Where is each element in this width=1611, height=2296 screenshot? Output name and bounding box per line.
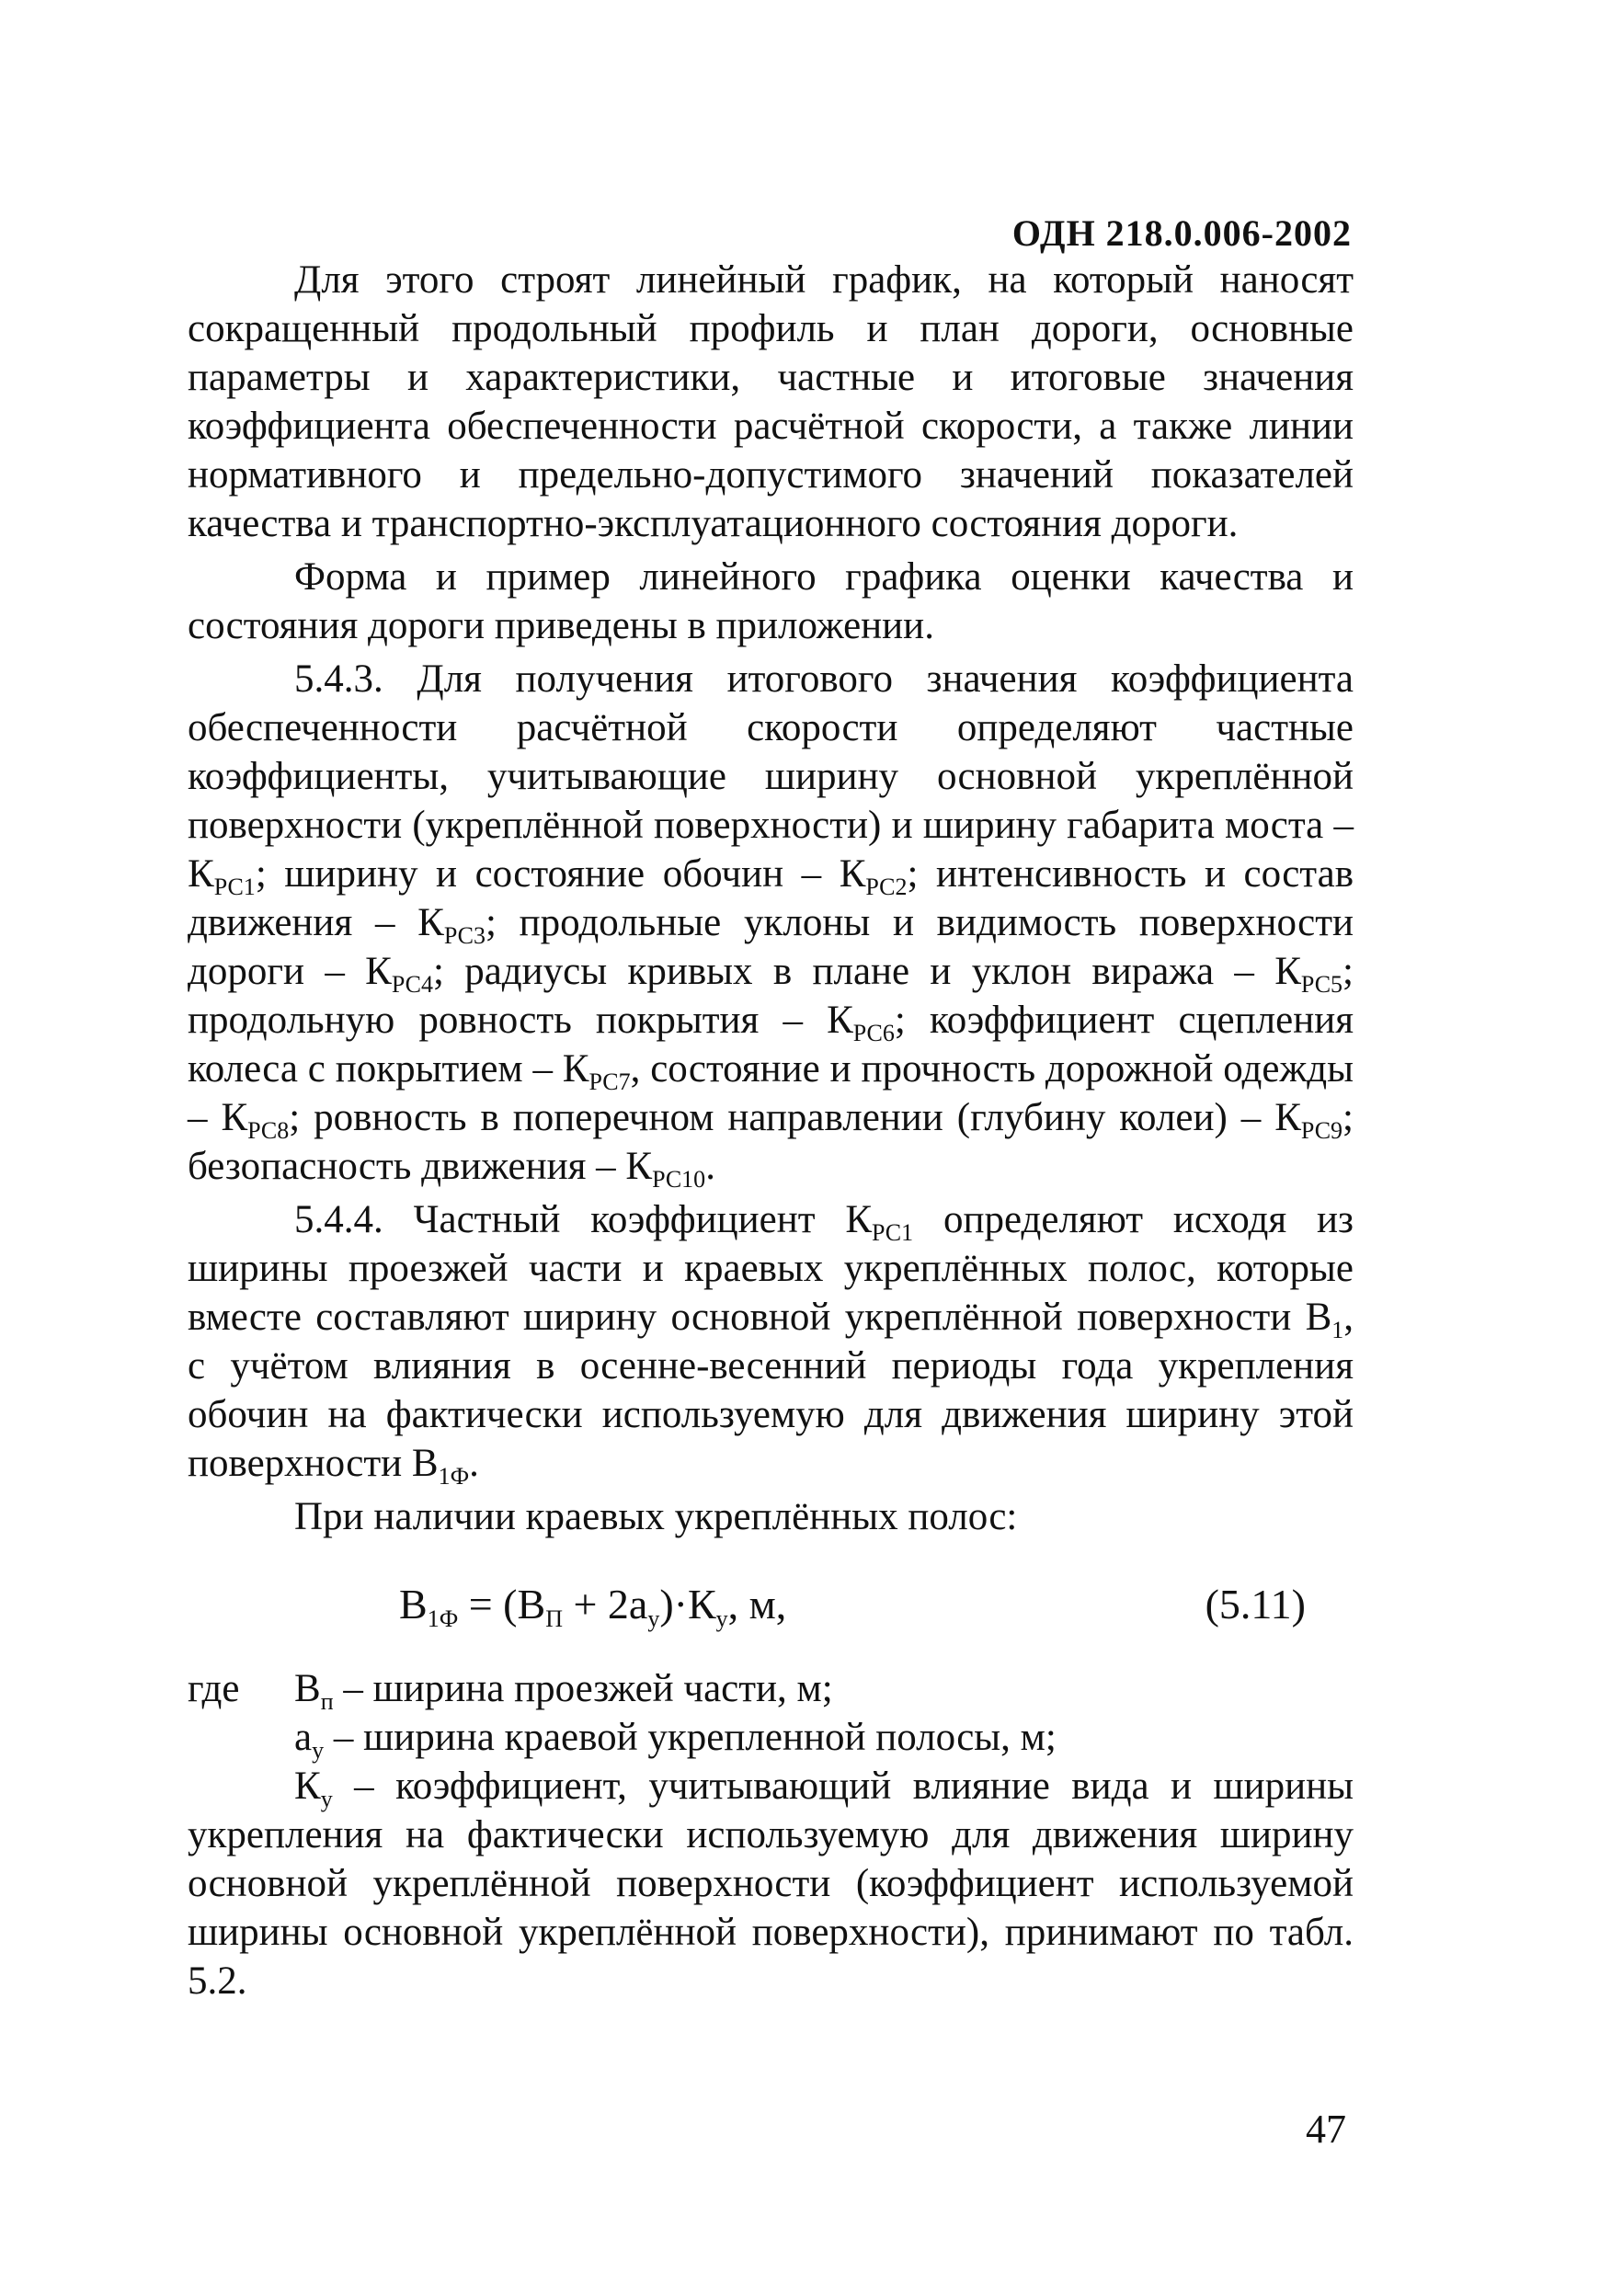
p3-text-9: ; ровность в поперечном направлении (глубину колеи) – К	[289, 1096, 1301, 1139]
formula-ay-sub: у	[647, 1605, 660, 1632]
where-label: где	[188, 1667, 240, 1710]
p3-text-5: ; радиусы кривых в плане и уклон виража – К	[432, 950, 1301, 993]
definition-bp	[188, 1664, 1354, 1713]
document-code-header: ОДН 218.0.006-2002	[1011, 212, 1352, 254]
def-ay-text: – ширина краевой укрепленной полосы, м;	[324, 1716, 1057, 1759]
def-ky-text: – коэффициент, учитывающий влияние вида и ширины укрепления на фактически используемую для движения ширину основной укреплённой поверхности (коэффициент используемой ширины основной укреплённой поверхности), принимают по табл. 5.2.	[188, 1765, 1354, 2003]
p3-text-10: ; безопасность движения – К	[188, 1096, 1354, 1188]
p3-sub-2: РС2	[865, 874, 908, 900]
p3-text-3: ; интенсивность и состав движения – К	[188, 852, 1354, 944]
p3-sub-9: РС9	[1300, 1117, 1343, 1144]
p4-sub-2: 1	[1331, 1317, 1344, 1343]
formula-ky-sub: у	[715, 1605, 728, 1632]
p3-sub-7: РС7	[588, 1068, 631, 1095]
paragraph-linear-chart: Для этого строят линейный график, на который наносят сокращенный продольный профиль и план дороги, основные параметры и характеристики, частные и итоговые значения коэффициента обеспеченности расчётной скорости, а также линии нормативного и предельно-допустимого значений показателей качества и транспортно-эксплуатационного состояния дороги.	[188, 258, 1354, 545]
p3-sub-5: РС5	[1300, 971, 1343, 998]
body-text	[188, 256, 1354, 2005]
paragraph-form-example: Форма и пример линейного графика оценки качества и состояния дороги приведены в приложении.	[188, 555, 1354, 647]
definition-ay	[188, 1713, 1354, 1762]
def-bp-symbol: В	[294, 1667, 321, 1710]
p3-text-4: ; продольные уклоны и видимость поверхности дороги – К	[188, 901, 1354, 993]
p4-sub-3: 1Ф	[438, 1463, 470, 1490]
p4-sub-1: РС1	[872, 1219, 914, 1246]
p4-text-4: .	[469, 1442, 479, 1485]
p3-text-7: ; коэффициент сцепления колеса с покрытием – К	[188, 999, 1354, 1091]
formula-lhs: В	[399, 1581, 428, 1628]
p3-sub-3: РС3	[443, 922, 486, 949]
p3-text-8: , состояние и прочность дорожной одежды – К	[188, 1047, 1354, 1139]
p3-sub-1: РС1	[213, 874, 256, 900]
p4-text-1: 5.4.4. Частный коэффициент К	[294, 1198, 873, 1241]
p3-text-6: ; продольную ровность покрытия – К	[188, 950, 1354, 1042]
formula-close: )·К	[659, 1581, 716, 1628]
def-ay-symbol: a	[294, 1716, 313, 1759]
p3-sub-4: РС4	[391, 971, 433, 998]
p3-sub-6: РС6	[852, 1020, 895, 1046]
p3-text-11: .	[705, 1145, 715, 1188]
formula-eq: = (В	[458, 1581, 546, 1628]
definition-ky	[188, 1762, 1354, 2005]
formula-bp-sub: П	[545, 1605, 563, 1632]
def-bp-sub: п	[320, 1688, 334, 1715]
def-ky-sub: у	[320, 1786, 333, 1812]
p4-text-3: , с учётом влияния в осенне-весенний периоды года укрепления обочин на фактически используемую для движения ширину этой поверхности В	[188, 1296, 1354, 1485]
formula-units: , м,	[727, 1581, 787, 1628]
paragraph-5-4-4	[188, 1195, 1354, 1488]
def-ay-sub: у	[312, 1737, 325, 1764]
formula-number: (5.11)	[1205, 1581, 1306, 1628]
formula-5-11	[188, 1554, 1354, 1664]
p3-sub-8: РС8	[247, 1117, 290, 1144]
p3-sub-10: РС10	[652, 1166, 706, 1193]
formula-plus: + 2a	[562, 1581, 648, 1628]
p3-text-1: 5.4.3. Для получения итогового значения коэффициента обеспеченности расчётной скорости определяют частные коэффициенты, учитывающие ширину основной укреплённой поверхности (укреплённой поверхности) и ширину габарита моста – К	[188, 657, 1354, 896]
def-bp-text: – ширина проезжей части, м;	[333, 1667, 833, 1710]
paragraph-edge-strips: При наличии краевых укреплённых полос:	[294, 1495, 1018, 1538]
def-ky-symbol: К	[294, 1765, 321, 1808]
paragraph-5-4-3	[188, 655, 1354, 1191]
formula-expression	[399, 1580, 787, 1632]
page-number: 47	[1306, 2107, 1346, 2152]
p4-text-2: определяют исходя из ширины проезжей части и краевых укреплённых полос, которые вместе составляют ширину основной укреплённой поверхности В	[188, 1198, 1354, 1339]
p3-text-2: ; ширину и состояние обочин – К	[255, 852, 866, 896]
formula-lhs-sub: 1Ф	[427, 1605, 459, 1632]
